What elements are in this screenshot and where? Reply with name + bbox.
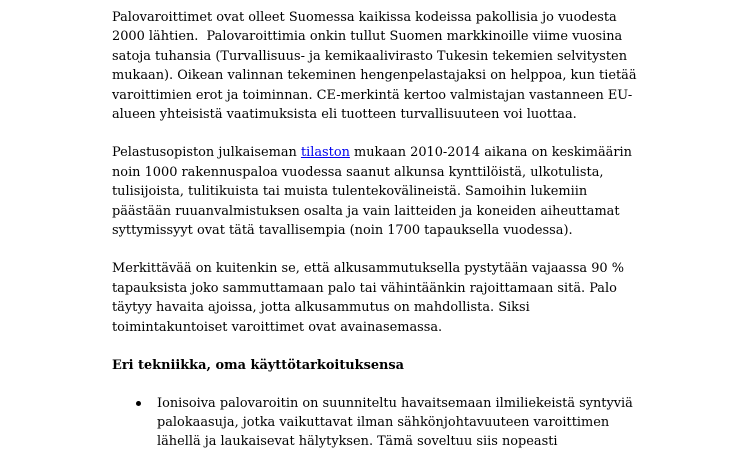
document-body: [112, 8, 642, 452]
text-line: tapauksista joko sammuttamaan palo tai vähintäänkin rajoittamaan sitä. Palo: [112, 280, 617, 296]
bullet-icon: [136, 401, 141, 406]
text-line: Ionisoiva palovaroitin on suunniteltu havaitsemaan ilmiliekeistä syntyviä: [157, 395, 633, 411]
text-line: varoittimien erot ja toiminnan. CE-merkintä kertoo valmistajan vastanneen EU-: [112, 87, 633, 103]
paragraph-statistics: [112, 143, 642, 240]
text-segment: Pelastusopiston julkaiseman: [112, 145, 301, 161]
text-line: satoja tuhansia (Turvallisuus- ja kemikaalivirasto Tukesin tekemien selvitysten: [112, 48, 627, 64]
text-line: päästään ruuanvalmistuksen osalta ja vain laitteiden ja koneiden aiheuttamat: [112, 203, 620, 219]
section-heading: Eri tekniikka, oma käyttötarkoituksensa: [112, 358, 405, 374]
text-line: tulisijoista, tulitikuista tai muista tulentekovälineistä. Samoihin lukemiin: [112, 184, 588, 200]
text-line: toimintakuntoiset varoittimet ovat avainasemassa.: [112, 319, 443, 335]
text-line: Palovaroittimet ovat olleet Suomessa kaikissa kodeissa pakollisia jo vuodesta: [112, 10, 617, 25]
text-line: lähellä ja laukaisevat hälytyksen. Tämä soveltuu siis nopeasti: [157, 434, 558, 450]
text-line: täytyy havaita ajoissa, jotta alkusammutus on mahdollista. Siksi: [112, 300, 530, 316]
text-line: alueen yhteisistä vaatimuksista eli tuotteen turvallisuuteen voi luottaa.: [112, 107, 577, 123]
text-line: mukaan). Oikean valinnan tekeminen hengenpelastajaksi on helppoa, kun tietää: [112, 68, 637, 84]
text-line: noin 1000 rakennuspaloa vuodessa saanut alkunsa kynttilöistä, ulkotulista,: [112, 164, 604, 180]
text-line: [112, 143, 642, 162]
paragraph-intro: [112, 8, 642, 124]
bullet-list: [112, 394, 642, 452]
list-item: [112, 394, 642, 452]
paragraph-extinguishing: [112, 259, 642, 337]
text-segment: mukaan 2010-2014 aikana on keskimäärin: [349, 145, 632, 161]
text-line: Merkittävää on kuitenkin se, että alkusammutuksella pystytään vajaassa 90 %: [112, 261, 624, 277]
text-line: 2000 lähtien. Palovaroittimia onkin tullut Suomen markkinoille viime vuosina: [112, 29, 623, 45]
statistics-link[interactable]: tilaston: [300, 145, 350, 161]
text-line: syttymissyyt ovat tätä tavallisempia (noin 1700 tapauksella vuodessa).: [112, 223, 573, 239]
text-line: palokaasuja, jotka vaikuttavat ilman sähkönjohtavuuteen varoittimen: [157, 414, 610, 430]
